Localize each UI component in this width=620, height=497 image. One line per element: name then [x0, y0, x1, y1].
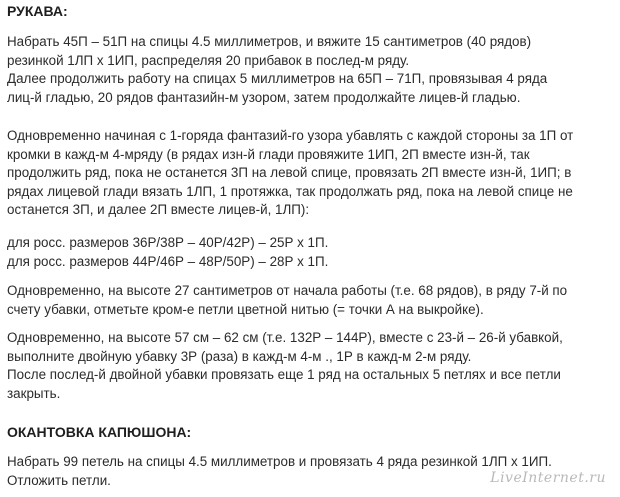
text-line: кромки в кажд-м 4-мряду (в рядах изн-й глади провяжите 1ИП, 2П вместе изн-й, так — [7, 146, 530, 162]
text-line: Одновременно, на высоте 57 см – 62 см (т.е. 132Р – 144Р), вместе с 23-й – 26-й убавкой, — [7, 330, 563, 345]
text-line: закрыть. — [7, 385, 61, 401]
sleeves-heading: РУКАВА: — [7, 3, 68, 19]
text-line: Далее продолжить работу на спицах 5 миллиметров на 65П – 71П, провязывая 4 ряда — [7, 71, 548, 86]
text-line: рядах лицевой глади вязать 1ЛП, 1 протяжка, так продолжать ряд, пока на левой спице не — [7, 183, 573, 199]
paragraph-sizes — [7, 234, 613, 271]
text-line: для росс. размеров 44Р/46Р – 48Р/50Р) – 28Р х 1П. — [7, 253, 329, 269]
text-line: Отложить петли. — [7, 472, 111, 488]
text-line: Одновременно начиная с 1-горяда фантазий-го узора убавлять с каждой стороны за 1П от — [7, 128, 574, 143]
text-line: После послед-й двойной убавки провязать еще 1 ряд на остальных 5 петлях и все петли — [7, 367, 561, 382]
text-line: выполните двойную убавку 3Р (раза) в кажд-м 4-м ., 1Р в кажд-м 2-м ряду. — [7, 348, 472, 364]
text-line: резинкой 1ЛП х 1ИП, распределяя 20 прибавок в послед-м ряду. — [7, 52, 410, 68]
paragraph-continue — [7, 70, 613, 107]
text-line: Набрать 45П – 51П на спицы 4.5 миллиметров, и вяжите 15 сантиметров (40 рядов) — [7, 34, 532, 49]
text-line: продолжить ряд, пока не останется 3П на левой спице, провязать 2П вместе изн-й, 1ИП; в — [7, 165, 572, 180]
paragraph-cast-on — [7, 33, 613, 70]
text-line: Набрать 99 петель на спицы 4.5 миллиметров и провязать 4 ряда резинкой 1ЛП х 1ИП. — [7, 454, 552, 469]
hood-edging-heading: ОКАНТОВКА КАПЮШОНА: — [7, 424, 192, 440]
watermark: LiveInternet.ru — [490, 470, 606, 486]
text-line: останется 3П, и далее 2П вместе лицев-й, 1ЛП): — [7, 202, 310, 217]
text-line: счету убавки, отметьте кром-е петли цветной нитью (= точки А на выкройке). — [7, 301, 484, 317]
text-line: Одновременно, на высоте 27 сантиметров от начала работы (т.е. 68 рядов), в ряду 7-й по — [7, 283, 568, 298]
paragraph-decreases — [7, 127, 613, 220]
paragraph-double-decrease — [7, 329, 613, 366]
paragraph-bind-off — [7, 366, 613, 403]
text-line: для росс. размеров 36Р/38Р – 40Р/42Р) – 25Р х 1П. — [7, 235, 329, 250]
text-line: лиц-й гладью, 20 рядов фантазийн-м узором, затем продолжайте лицев-й гладью. — [7, 89, 521, 105]
paragraph-mark — [7, 282, 613, 319]
